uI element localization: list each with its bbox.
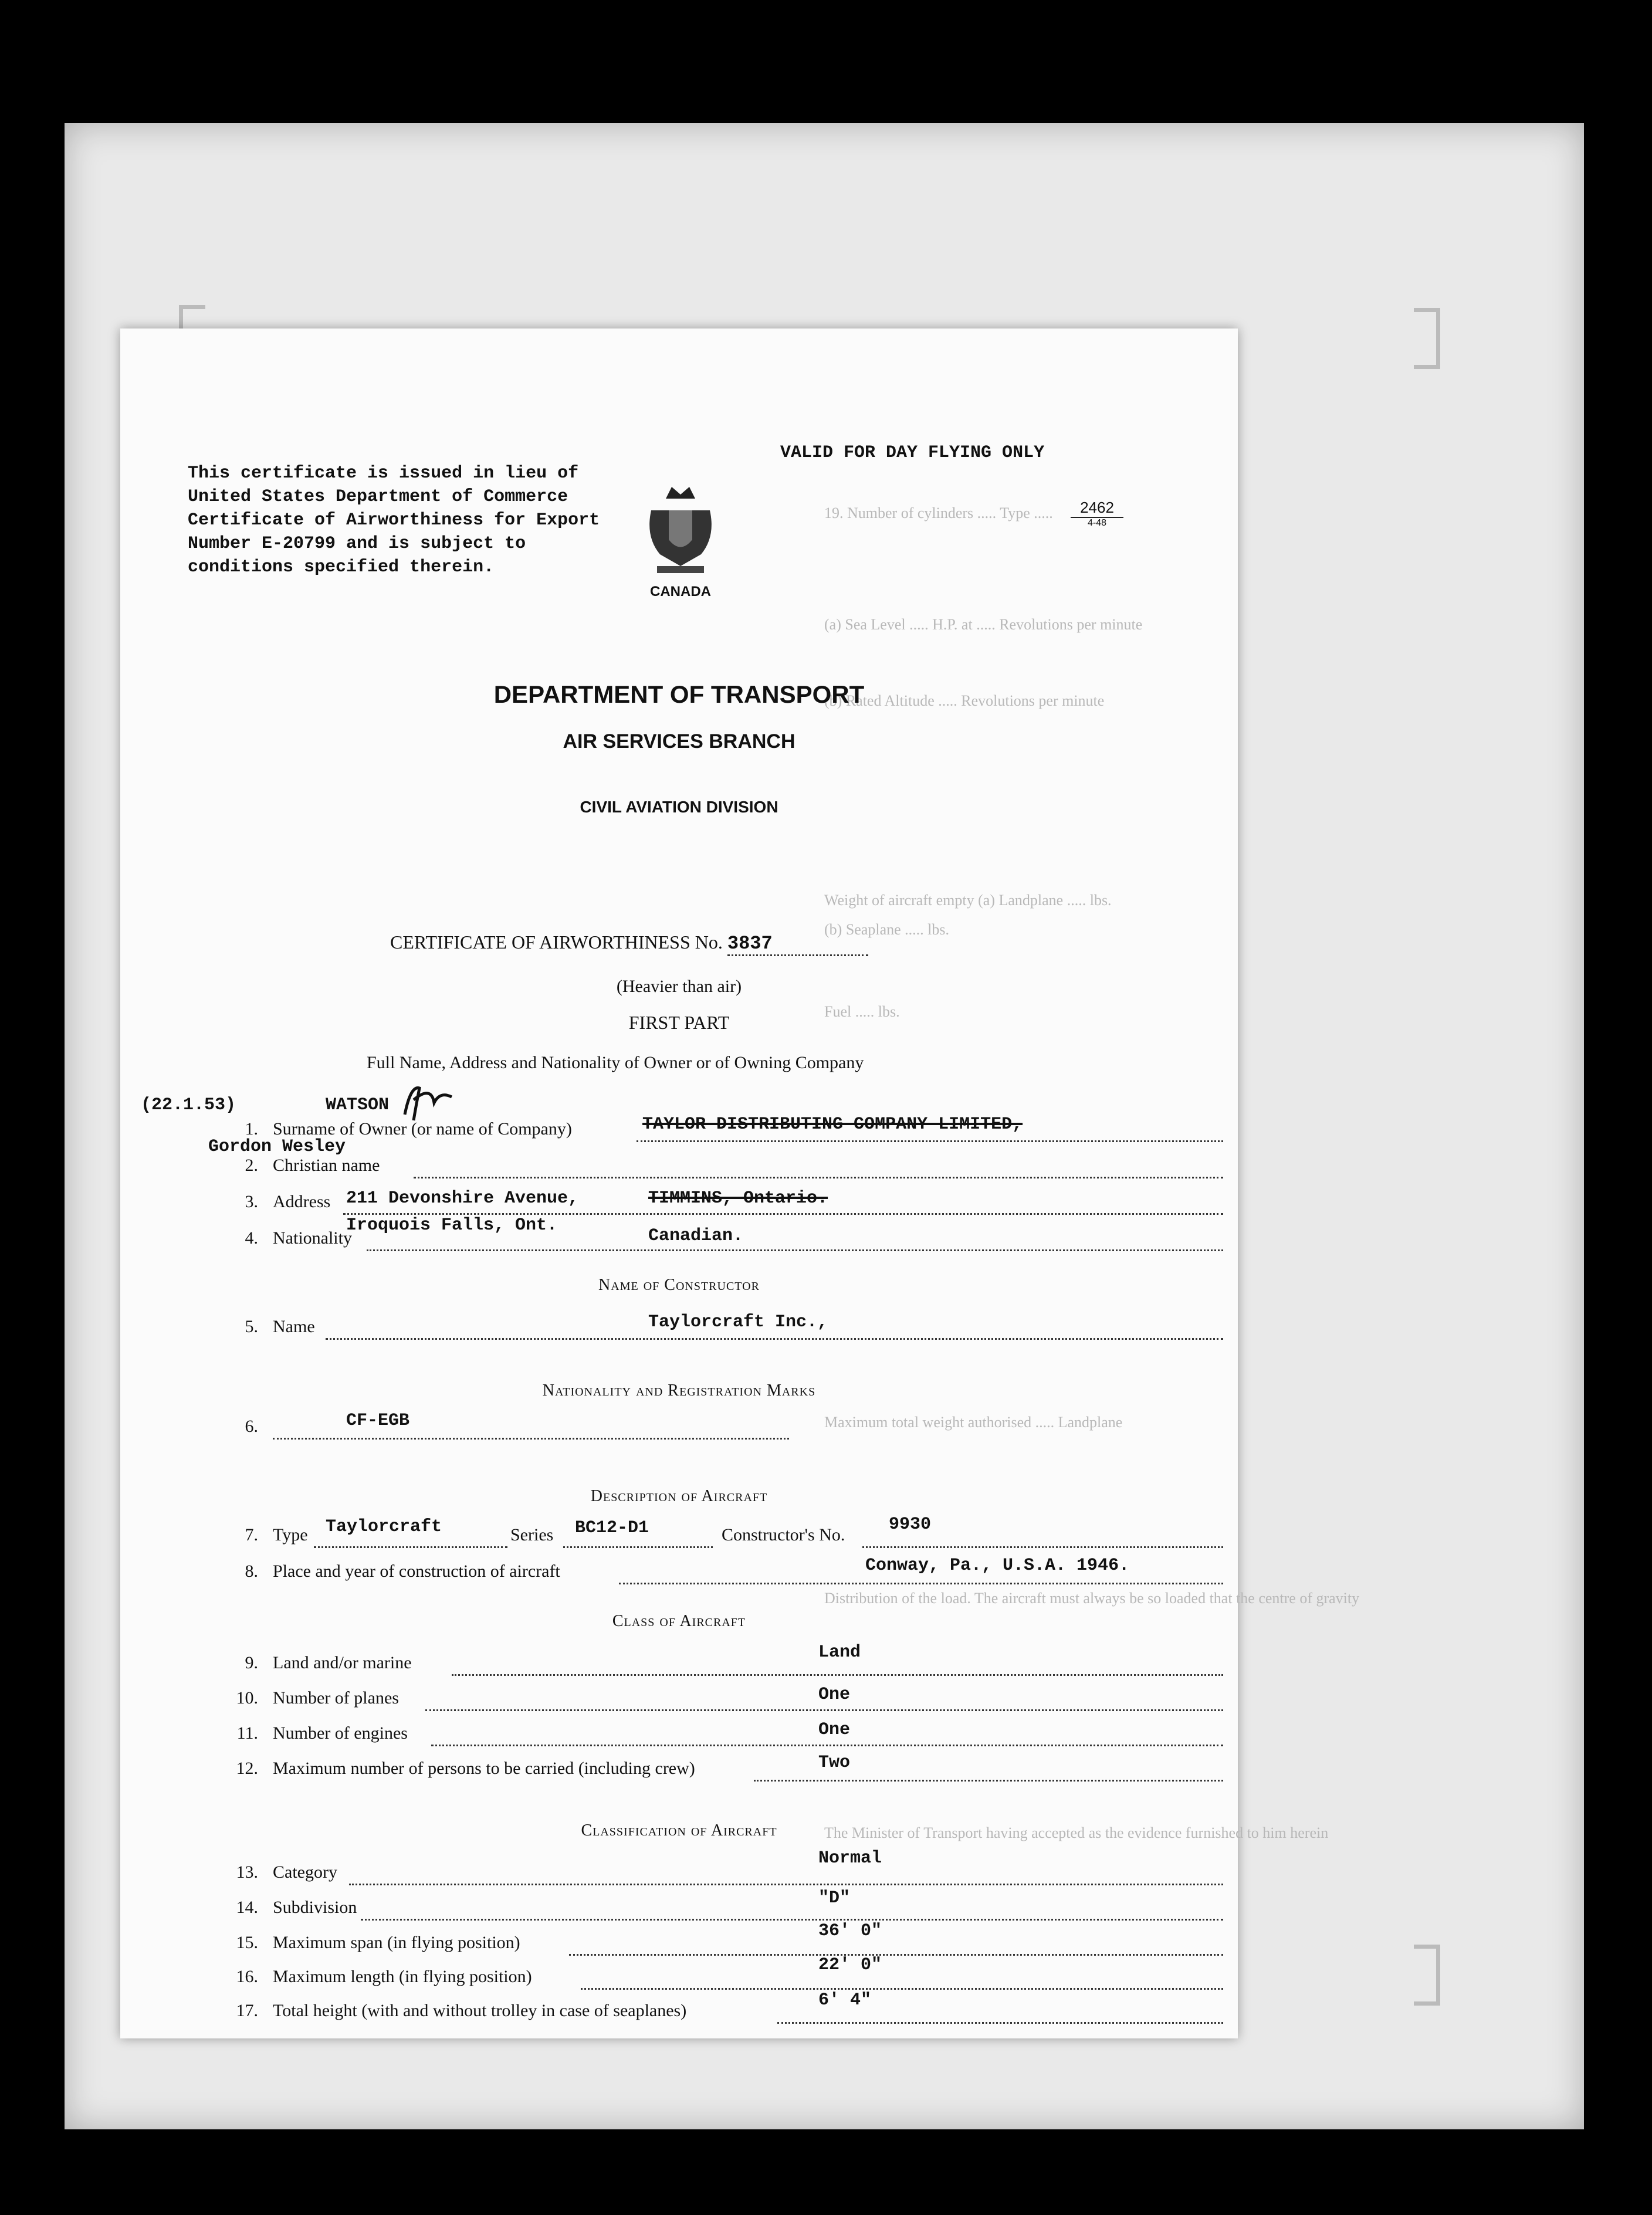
field-row-surname [120, 1115, 1238, 1145]
field-line [273, 1438, 789, 1440]
field-line [563, 1546, 713, 1548]
field-label: Total height (with and without trolley in case of seaplanes) [273, 2001, 687, 2020]
field-number: 13. [236, 1862, 258, 1882]
field-label: Category [273, 1862, 337, 1882]
max-length-value: 22' 0" [818, 1955, 882, 1975]
constructors-no-label: Constructor's No. [722, 1525, 845, 1545]
address-value: TIMMINS, Ontario. [648, 1188, 828, 1208]
frame-bracket-top-right [1414, 308, 1440, 369]
initials-signature-icon [399, 1079, 458, 1123]
number-of-engines-value: One [818, 1720, 851, 1740]
field-line [343, 1213, 1223, 1215]
owner-heading: Full Name, Address and Nationality of Owner or of Owning Company [367, 1053, 864, 1072]
field-line [326, 1338, 1223, 1340]
bleed-through-text: The Minister of Transport having accepted as the evidence furnished to him herein [824, 1824, 1329, 1841]
department-title: DEPARTMENT OF TRANSPORT [493, 680, 865, 708]
field-label: Land and/or marine [273, 1653, 412, 1672]
constructors-no-value: 9930 [889, 1515, 932, 1535]
field-row-subdivision [120, 1888, 1238, 1923]
field-row-max-persons [120, 1753, 1238, 1784]
amended-address-line2: Iroquois Falls, Ont. [346, 1215, 558, 1235]
field-row-number-of-engines [120, 1720, 1238, 1749]
bleed-through-text: 19. Number of cylinders ..... Type ..... [824, 504, 1053, 521]
notice-line: Certificate of Airworthiness for Export [188, 510, 600, 530]
field-row-number-of-planes [120, 1685, 1238, 1714]
amended-address-line1: 211 Devonshire Avenue, [346, 1188, 579, 1208]
form-number-bottom: 4-48 [1087, 518, 1107, 528]
form-number [1071, 499, 1123, 529]
bleed-through-text: (a) Sea Level ..... H.P. at ..... Revolutions per minute [824, 616, 1143, 633]
field-row-max-length [120, 1955, 1238, 1993]
class-heading: Class of Aircraft [612, 1612, 746, 1630]
max-span-value: 36' 0" [818, 1921, 882, 1941]
heavier-than-air: (Heavier than air) [616, 977, 742, 996]
canada-coat-of-arms-icon [639, 484, 722, 578]
field-label: Subdivision [273, 1898, 357, 1917]
field-number: 15. [236, 1933, 258, 1952]
owner-name-value: TAYLOR DISTRIBUTING COMPANY LIMITED, [642, 1115, 1023, 1134]
constructor-name-value: Taylorcraft Inc., [648, 1312, 828, 1332]
field-number: 4. [245, 1228, 258, 1248]
field-row-category [120, 1848, 1238, 1888]
certificate-title [390, 932, 868, 956]
number-of-planes-value: One [818, 1685, 851, 1705]
notice-line: This certificate is issued in lieu of [188, 463, 579, 483]
notice-line: conditions specified therein. [188, 557, 495, 577]
amended-surname: WATSON [326, 1095, 390, 1115]
field-line [619, 1583, 1223, 1584]
field-row-place-year [120, 1556, 1238, 1587]
amendment-date: (22.1.53) [141, 1095, 236, 1115]
bleed-through-text: Maximum total weight authorised ..... Landplane [824, 1414, 1123, 1431]
field-label: Number of planes [273, 1688, 399, 1708]
crest-label: CANADA [650, 584, 711, 600]
field-line [414, 1177, 1223, 1178]
total-height-value: 6' 4" [818, 1990, 872, 2010]
certificate-number: 3837 [727, 933, 868, 956]
branch-title: AIR SERVICES BRANCH [563, 730, 795, 753]
bleed-through-text: Fuel ..... lbs. [824, 1003, 900, 1020]
field-number: 12. [236, 1759, 258, 1778]
bleed-through-text: Weight of aircraft empty (a) Landplane ..... lbs. [824, 892, 1112, 909]
bleed-through-text: (b) Rated Altitude ..... Revolutions per minute [824, 692, 1105, 709]
field-line [425, 1709, 1223, 1711]
field-label: Maximum length (in flying position) [273, 1967, 532, 1986]
valid-stamp: VALID FOR DAY FLYING ONLY [780, 443, 1045, 463]
field-number: 16. [236, 1967, 258, 1986]
field-row-address [120, 1188, 1238, 1218]
field-line [452, 1674, 1223, 1676]
certificate-title-text: CERTIFICATE OF AIRWORTHINESS No. [390, 932, 723, 953]
field-line [754, 1780, 1223, 1782]
certificate-sheet [120, 328, 1360, 2038]
description-heading: Description of Aircraft [590, 1487, 768, 1505]
frame-bracket-bottom-right [1414, 1945, 1440, 2006]
constructor-heading: Name of Constructor [598, 1276, 760, 1294]
registration-value: CF-EGB [346, 1411, 410, 1431]
field-number: 14. [236, 1898, 258, 1917]
field-number: 8. [245, 1562, 258, 1581]
field-label: Surname of Owner (or name of Company) [273, 1119, 572, 1139]
type-value: Taylorcraft [326, 1517, 442, 1537]
field-line [314, 1546, 507, 1548]
subdivision-value: "D" [818, 1888, 851, 1908]
field-row-max-span [120, 1921, 1238, 1959]
notice-line: Number E-20799 and is subject to [188, 534, 526, 554]
nationality-value: Canadian. [648, 1226, 744, 1246]
field-number: 2. [245, 1156, 258, 1175]
classification-heading: Classification of Aircraft [581, 1821, 777, 1840]
field-line [777, 2022, 1223, 2024]
field-label: Christian name [273, 1156, 380, 1175]
notice-line: United States Department of Commerce [188, 487, 568, 507]
field-line [431, 1745, 1223, 1746]
bleed-through-text: (b) Seaplane ..... lbs. [824, 921, 950, 938]
amended-christian-name: Gordon Wesley [208, 1137, 346, 1157]
field-label: Maximum number of persons to be carried (including crew) [273, 1759, 695, 1778]
field-label: Maximum span (in flying position) [273, 1933, 520, 1952]
field-line [361, 1919, 1223, 1921]
field-number: 17. [236, 2001, 258, 2020]
field-row-land-marine [120, 1642, 1238, 1679]
field-line [349, 1884, 1223, 1885]
field-row-registration [120, 1411, 1238, 1442]
land-marine-value: Land [818, 1642, 861, 1662]
field-label: Place and year of construction of aircraft [273, 1562, 560, 1581]
field-number: 7. [245, 1525, 258, 1545]
place-year-value: Conway, Pa., U.S.A. 1946. [865, 1556, 1130, 1576]
field-number: 11. [236, 1723, 258, 1743]
field-row-constructor-name [120, 1312, 1238, 1343]
field-row-total-height [120, 1990, 1238, 2027]
field-number: 3. [245, 1192, 258, 1211]
category-value: Normal [818, 1848, 882, 1868]
type-label: Type [273, 1525, 308, 1545]
field-row-type-series [120, 1515, 1238, 1551]
form-number-top: 2462 [1071, 499, 1123, 518]
field-line [637, 1140, 1223, 1142]
field-label: Nationality [273, 1228, 352, 1248]
field-line [862, 1546, 1223, 1548]
field-number: 1. [245, 1119, 258, 1139]
division-title: CIVIL AVIATION DIVISION [580, 798, 778, 816]
max-persons-value: Two [818, 1753, 851, 1773]
field-number: 6. [245, 1417, 258, 1436]
field-line [581, 1988, 1223, 1990]
bleed-through-text: Distribution of the load. The aircraft must always be so loaded that the centre of gravity [824, 1590, 1360, 1607]
field-line [367, 1249, 1223, 1251]
field-label: Number of engines [273, 1723, 408, 1743]
series-value: BC12-D1 [575, 1518, 649, 1538]
field-line [569, 1954, 1223, 1956]
field-label: Address [273, 1192, 331, 1211]
field-row-nationality [120, 1228, 1238, 1254]
first-part-heading: FIRST PART [628, 1012, 730, 1033]
series-label: Series [510, 1525, 554, 1545]
field-number: 5. [245, 1317, 258, 1336]
field-number: 9. [245, 1653, 258, 1672]
field-label: Name [273, 1317, 315, 1336]
field-row-christian-name [120, 1156, 1238, 1181]
registration-marks-heading: Nationality and Registration Marks [542, 1381, 816, 1400]
field-number: 10. [236, 1688, 258, 1708]
